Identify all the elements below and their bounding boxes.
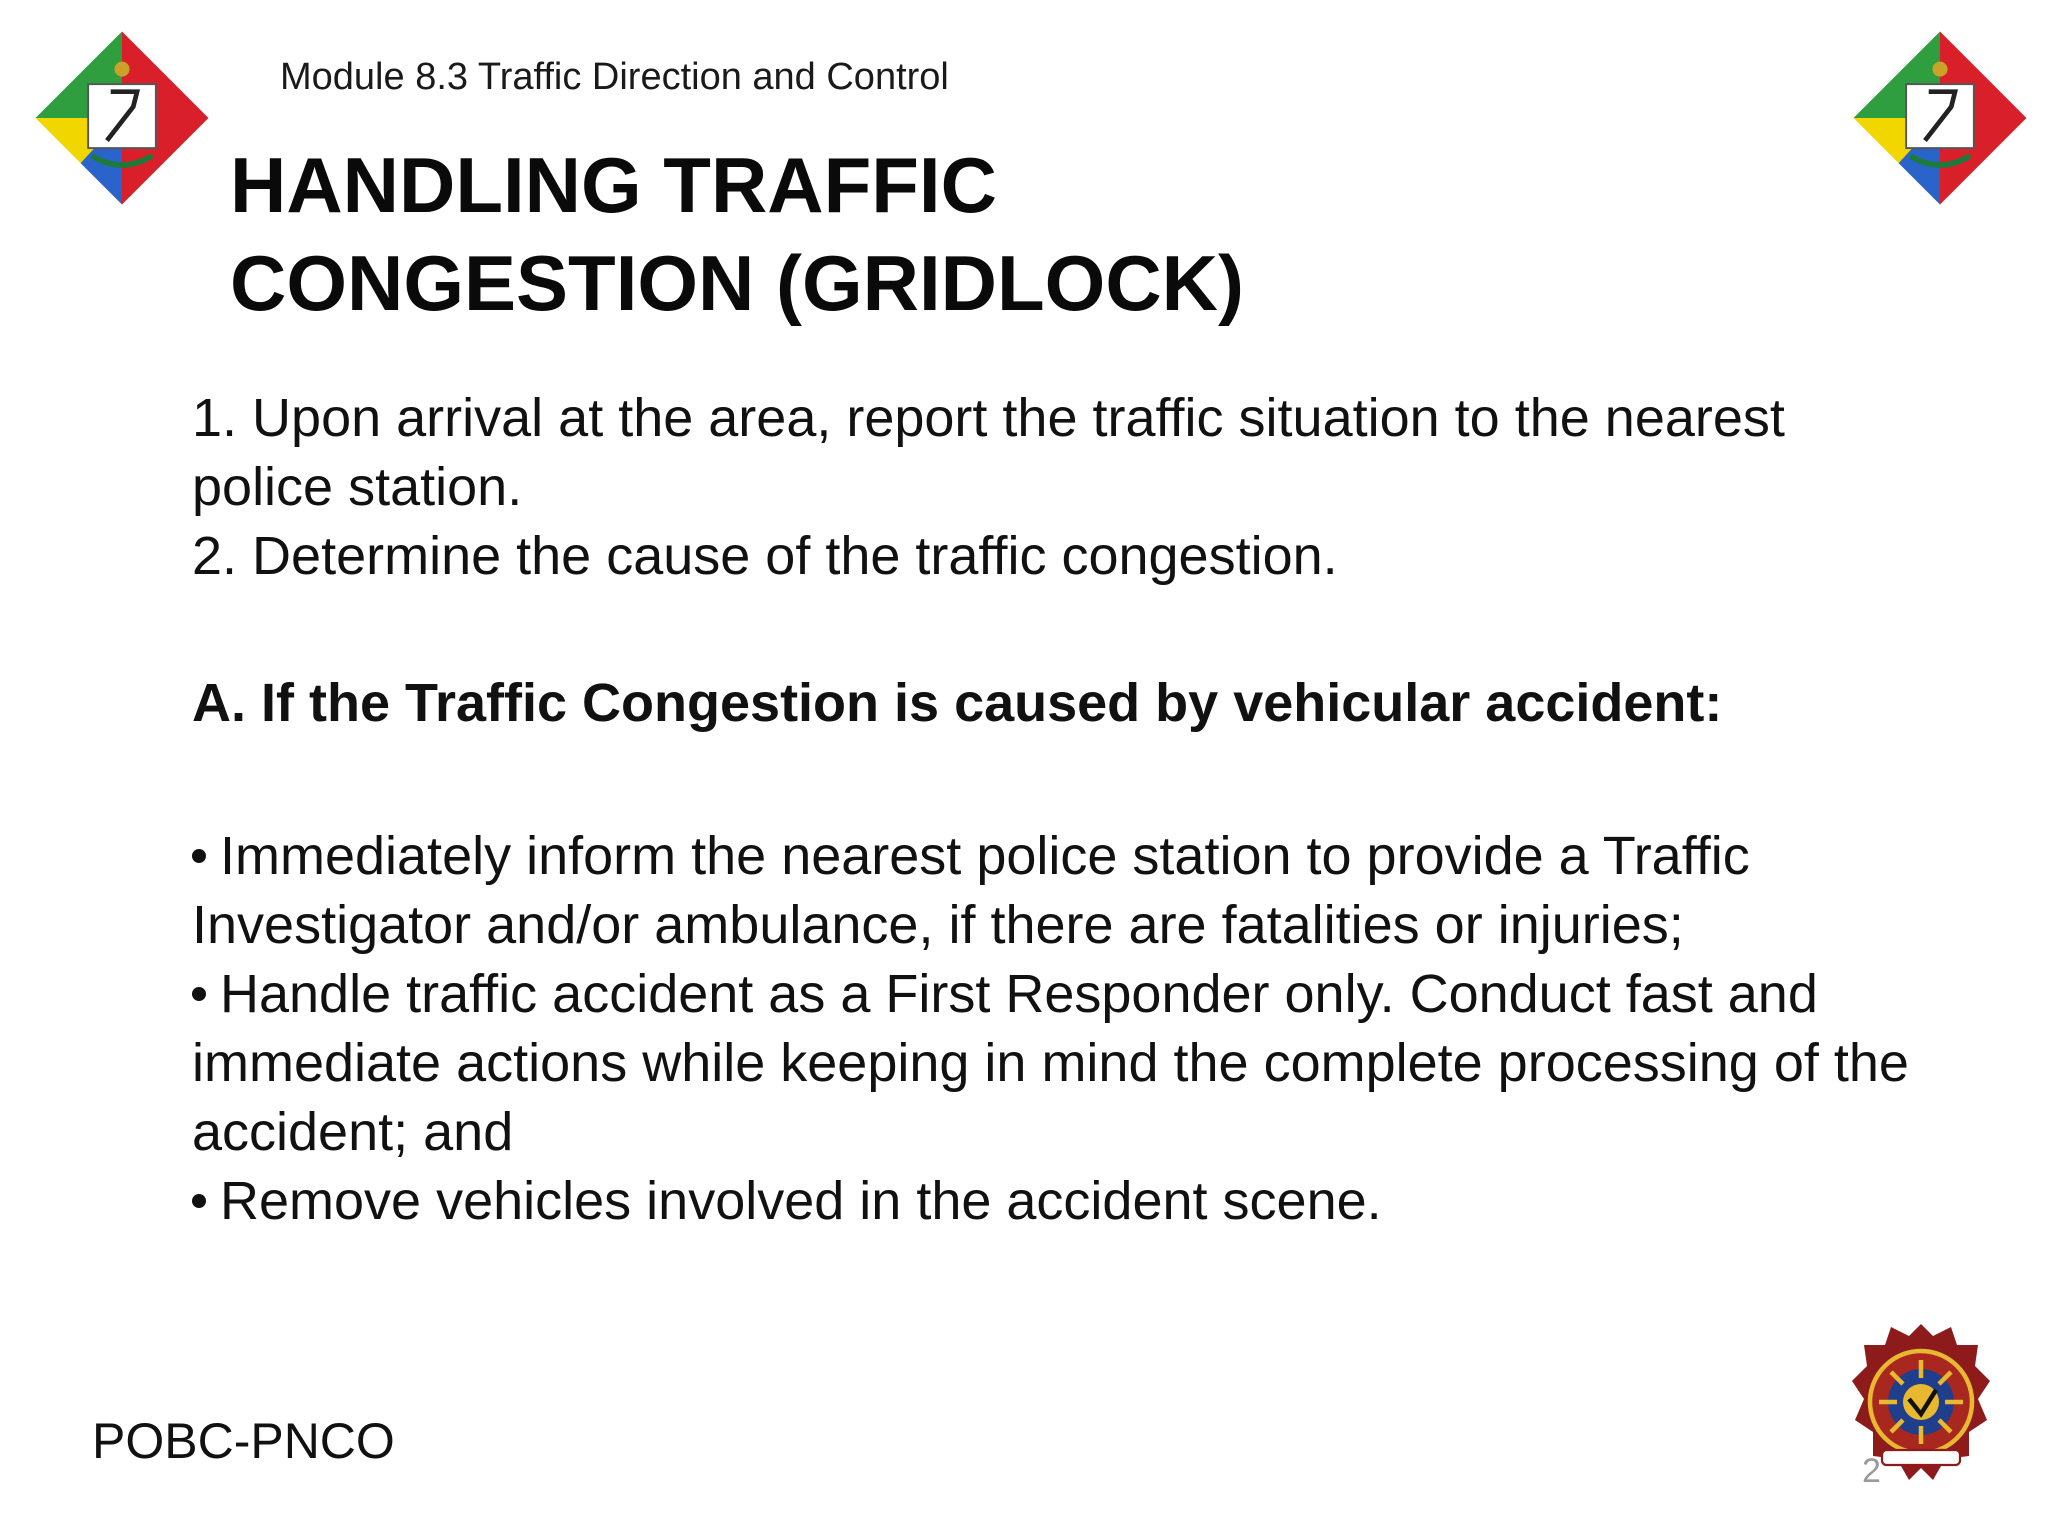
bullet-text: Handle traffic accident as a First Responder only. Conduct fast and immediate actions while keeping in mind the complete processing of the accident; and xyxy=(192,964,1909,1162)
bullet-list xyxy=(192,822,1932,1236)
step-item: 1. Upon arrival at the area, report the traffic situation to the nearest police station. xyxy=(192,388,1785,517)
section-heading: A. If the Traffic Congestion is caused by vehicular accident: xyxy=(192,673,1723,733)
bullet-text: Remove vehicles involved in the accident scene. xyxy=(220,1171,1382,1231)
slide-title-line-2: CONGESTION (GRIDLOCK) xyxy=(230,239,1244,327)
bullet-dot-icon xyxy=(192,987,206,1001)
page-number: 2 xyxy=(1862,1452,1881,1490)
bullet-dot-icon xyxy=(192,1194,206,1208)
step-item: 2. Determine the cause of the traffic congestion. xyxy=(192,526,1338,586)
diamond-emblem-icon-right xyxy=(1846,24,2034,212)
slide-title-line-1: HANDLING TRAFFIC xyxy=(230,141,997,229)
numbered-steps xyxy=(192,384,1932,591)
bullet-dot-icon xyxy=(192,849,206,863)
footer-label: POBC-PNCO xyxy=(92,1413,395,1469)
module-label: Module 8.3 Traffic Direction and Control xyxy=(280,56,949,98)
bullet-item xyxy=(192,1167,1932,1236)
bullet-text: Immediately inform the nearest police station to provide a Traffic Investigator and/or ambulance, if there are fatalities or injuries; xyxy=(192,826,1750,955)
bullet-item xyxy=(192,960,1932,1167)
bullet-item xyxy=(192,822,1932,960)
diamond-emblem-icon-left xyxy=(28,24,216,212)
slide-title xyxy=(230,136,1730,332)
